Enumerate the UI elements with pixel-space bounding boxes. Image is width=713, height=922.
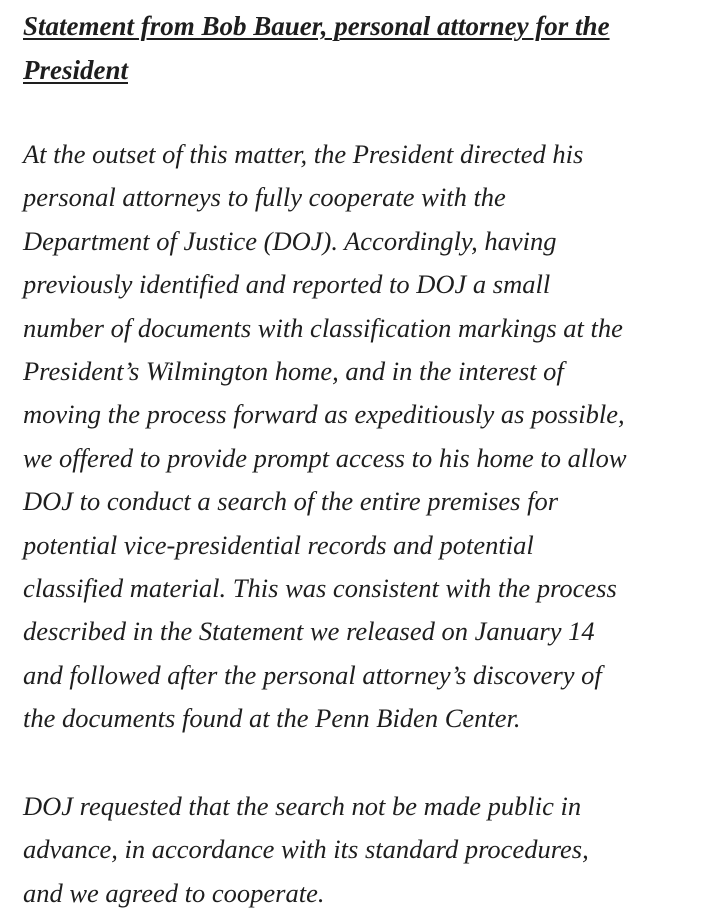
statement-paragraph-1 [23,133,707,741]
title-line: President [23,55,128,85]
paragraph-line: Department of Justice (DOJ). Accordingly, having [23,225,557,256]
paragraph-line: DOJ requested that the search not be made public in [23,790,582,821]
paragraph-line: At the outset of this matter, the President directed his [23,139,584,169]
paragraph-line: potential vice-presidential records and potential [23,529,534,560]
paragraph-line: described in the Statement we released on January 14 [23,616,595,647]
title-line: Statement from Bob Bauer, personal attorney for the [23,11,610,41]
statement-document [23,0,707,915]
paragraph-line: previously identified and reported to DOJ a small [23,269,551,300]
paragraph-line: we offered to provide prompt access to his home to allow [23,442,627,473]
statement-paragraph-2 [23,785,707,915]
paragraph-line: advance, in accordance with its standard procedures, [23,834,589,865]
paragraph-line: number of documents with classification markings at the [23,312,623,343]
paragraph-line: and followed after the personal attorney’s discovery of [23,659,602,690]
paragraph-line: DOJ to conduct a search of the entire premises for [23,486,559,517]
paragraph-line: President’s Wilmington home, and in the interest of [23,356,564,387]
paragraph-line: and we agreed to cooperate. [23,877,325,908]
paragraph-line: personal attorneys to fully cooperate with the [23,182,506,213]
statement-title [23,0,707,92]
paragraph-line: classified material. This was consistent with the process [23,573,617,604]
paragraph-line: moving the process forward as expeditiously as possible, [23,399,625,430]
paragraph-line: the documents found at the Penn Biden Center. [23,703,521,734]
